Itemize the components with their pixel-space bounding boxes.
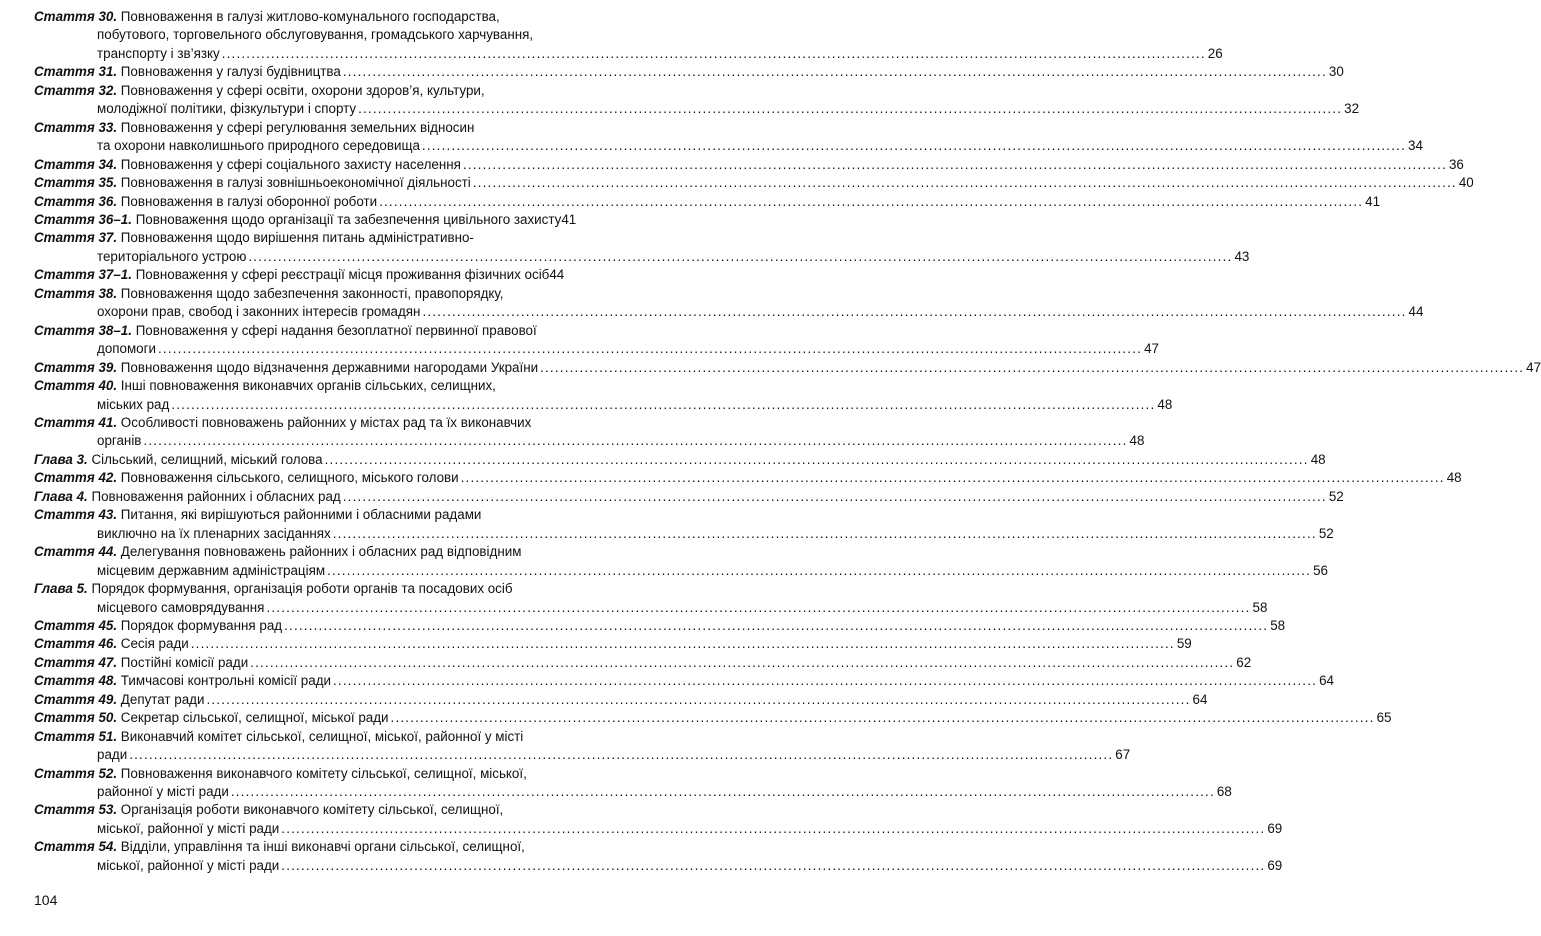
toc-entry-title: місцевого самоврядування [97, 599, 265, 615]
toc-entry [34, 672, 1334, 690]
toc-entry-line [34, 8, 570, 26]
toc-entry-title: транспорту і зв’язку [97, 45, 220, 61]
toc-entry-title: побутового, торговельного обслуговування, громадського харчування, [97, 27, 534, 43]
toc-entry [34, 451, 1326, 469]
dot-leader: ........................................................................................................................................................................................................ [230, 784, 1215, 800]
toc-entry [34, 211, 577, 229]
toc-entry-line [34, 63, 1344, 81]
toc-entry-title: молодіжної політики, фізкультури і спорту [97, 101, 357, 117]
toc-entry-label: Стаття 35. [34, 175, 118, 191]
toc-entry-title: Повноваження у сфері регулювання земельних відносин [120, 119, 475, 135]
toc-entry-line [34, 45, 1223, 63]
toc-entry-page: 69 [1267, 857, 1283, 873]
toc-entry-line [34, 654, 1252, 672]
toc-entry-line [34, 801, 570, 819]
toc-entry-page: 43 [1234, 248, 1250, 264]
toc-entry-line [34, 137, 1423, 155]
toc-entry-line [34, 119, 570, 137]
toc-entry-line [34, 248, 1250, 266]
toc-entry-title: Тимчасові контрольні комісії ради [120, 673, 331, 689]
toc-entry [34, 193, 1381, 211]
toc-entry-title: територіального устрою [97, 248, 247, 264]
toc-entry-page: 58 [1270, 617, 1286, 633]
dot-leader: ........................................................................................................................................................................................................ [540, 359, 1525, 375]
toc-entry [34, 801, 1283, 838]
toc-entry-label: Стаття 48. [34, 673, 118, 689]
dot-leader: ........................................................................................................................................................................................................ [190, 636, 1175, 652]
toc-entry-title: Питання, які вирішуються районними і обласними радами [120, 507, 482, 523]
toc-entry-title: Повноваження сільського, селищного, міського голови [120, 470, 459, 486]
toc-entry-title: допомоги [97, 341, 156, 357]
toc-entry-line [34, 451, 1326, 469]
toc-entry-label: Стаття 45. [34, 617, 118, 633]
page-number: 104 [34, 892, 58, 908]
toc-entry-label: Стаття 36–1. [34, 211, 132, 227]
toc-entry-label: Стаття 30. [34, 9, 118, 24]
toc-entry-line [34, 82, 570, 100]
toc-entry-title: міської, районної у місті ради [97, 820, 280, 836]
toc-entry-title: Повноваження щодо організації та забезпечення цивільного захисту41 [135, 211, 577, 227]
toc-entry-line [34, 838, 570, 856]
toc-entry [34, 617, 1286, 635]
toc-entry-label: Стаття 51. [34, 728, 118, 744]
toc-entry-page: 58 [1252, 599, 1268, 615]
toc-entry-label: Стаття 38. [34, 285, 118, 301]
toc-entry-line [34, 156, 1464, 174]
toc-entry-page: 56 [1313, 562, 1329, 578]
toc-entry-line [34, 691, 1208, 709]
toc-entry [34, 580, 1268, 617]
toc-entry-title: Організація роботи виконавчого комітету сільської, селищної, [120, 802, 504, 818]
toc-entry-line [34, 709, 1392, 727]
toc-entry-line [34, 857, 1283, 875]
dot-leader: ........................................................................................................................................................................................................ [358, 101, 1343, 117]
toc-entry-label: Стаття 34. [34, 156, 118, 172]
toc-entry [34, 635, 1192, 653]
toc-entry-page: 30 [1328, 64, 1344, 80]
toc-entry-page: 62 [1236, 654, 1252, 670]
toc-entry-title: Повноваження в галузі зовнішньоекономічної діяльності [120, 175, 471, 191]
toc-entry-page: 34 [1408, 138, 1423, 154]
toc-entry-label: Стаття 49. [34, 691, 118, 707]
toc-entry-title: Сільський, селищний, міський голова [91, 451, 323, 467]
toc-entry [34, 285, 1424, 322]
toc-entry-line [34, 303, 1424, 321]
toc-entry-line [34, 432, 1145, 450]
toc-entry-title: Сесія ради [120, 636, 189, 652]
toc-entry-title: Повноваження у сфері надання безоплатної первинної правової [135, 322, 537, 338]
toc-entry-title: виключно на їх пленарних засіданнях [97, 525, 331, 541]
toc-entry-title: Повноваження у сфері реєстрації місця проживання фізичних осіб44 [135, 267, 565, 283]
toc-entry-line [34, 599, 1268, 617]
toc-entry-title: Делегування повноважень районних і обласних рад відповідним [120, 544, 522, 560]
toc-entry-label: Стаття 44. [34, 544, 118, 560]
toc-entry-line [34, 488, 1344, 506]
toc-entry-title: Повноваження щодо забезпечення законності, правопорядку, [120, 285, 504, 301]
dot-leader: ........................................................................................................................................................................................................ [472, 175, 1457, 191]
toc-entry-page: 59 [1176, 636, 1192, 652]
toc-entry-label: Стаття 33. [34, 119, 118, 135]
dot-leader: ........................................................................................................................................................................................................ [327, 562, 1312, 578]
toc-entry-line [34, 193, 1381, 211]
dot-leader: ........................................................................................................................................................................................................ [129, 747, 1114, 763]
toc-entry-line [34, 340, 1159, 358]
toc-entry-label: Стаття 40. [34, 378, 118, 394]
toc-entry [34, 765, 1232, 802]
toc-entry-line [34, 229, 570, 247]
toc-entry-page: 48 [1446, 470, 1462, 486]
toc-entry-title: Відділи, управління та інші виконавчі органи сільської, селищної, [120, 839, 525, 855]
toc-entry-title: Повноваження у сфері соціального захисту населення [120, 156, 461, 172]
toc-entry-page: 68 [1216, 784, 1232, 800]
toc-entry-title: Постійні комісії ради [120, 654, 249, 670]
dot-leader: ........................................................................................................................................................................................................ [266, 599, 1251, 615]
toc-entry-page: 26 [1207, 45, 1223, 61]
toc-entry-label: Стаття 43. [34, 507, 118, 523]
toc-entry-title: Повноваження щодо вирішення питань адміністративно- [120, 230, 474, 246]
toc-entry-title: органів [97, 433, 142, 449]
toc-entry [34, 8, 1223, 63]
dot-leader: ........................................................................................................................................................................................................ [157, 341, 1143, 357]
toc-entry-title: охорони прав, свобод і законних інтересів громадян [97, 304, 421, 320]
toc-entry-title: Повноваження в галузі оборонної роботи [120, 193, 378, 209]
table-of-contents [34, 8, 1541, 875]
toc-entry-label: Стаття 54. [34, 839, 118, 855]
toc-entry-label: Глава 5. [34, 581, 88, 597]
toc-entry-line [34, 469, 1462, 487]
toc-entry-title: Виконавчий комітет сільської, селищної, міської, районної у місті [120, 728, 524, 744]
toc-entry [34, 377, 1173, 414]
toc-entry-line [34, 26, 570, 44]
toc-entry-title: міської, районної у місті ради [97, 857, 280, 873]
toc-entry-label: Стаття 38–1. [34, 322, 132, 338]
toc-entry-line [34, 728, 570, 746]
toc-entry-line [34, 525, 1334, 543]
toc-entry [34, 174, 1474, 192]
dot-leader: ........................................................................................................................................................................................................ [143, 433, 1128, 449]
toc-entry-line [34, 783, 1232, 801]
dot-leader: ........................................................................................................................................................................................................ [421, 138, 1406, 154]
toc-entry-page: 52 [1318, 525, 1334, 541]
dot-leader: ........................................................................................................................................................................................................ [284, 617, 1269, 633]
toc-entry-title: Повноваження в галузі житлово-комунального господарства, [120, 9, 500, 24]
toc-entry-label: Стаття 39. [34, 359, 118, 375]
toc-entry-line [34, 266, 570, 284]
toc-entry-label: Стаття 42. [34, 470, 118, 486]
toc-entry-line [34, 285, 570, 303]
toc-entry-page: 47 [1526, 359, 1541, 375]
toc-entry-title: місцевим державним адміністраціям [97, 562, 326, 578]
toc-entry-page: 64 [1319, 673, 1334, 689]
dot-leader: ........................................................................................................................................................................................................ [342, 488, 1327, 504]
toc-entry [34, 119, 1423, 156]
dot-leader: ........................................................................................................................................................................................................ [171, 396, 1156, 412]
dot-leader: ........................................................................................................................................................................................................ [206, 691, 1191, 707]
dot-leader: ........................................................................................................................................................................................................ [390, 710, 1375, 726]
toc-entry-title: Повноваження щодо відзначення державними нагородами України [120, 359, 539, 375]
toc-entry-line [34, 562, 1329, 580]
toc-entry-label: Глава 4. [34, 488, 88, 504]
toc-entry-line [34, 377, 570, 395]
toc-entry-line [34, 414, 570, 432]
toc-entry-title: Порядок формування рад [120, 617, 283, 633]
toc-entry-title: міських рад [97, 396, 170, 412]
toc-entry-line [34, 174, 1474, 192]
toc-entry-label: Стаття 37. [34, 230, 118, 246]
dot-leader: ........................................................................................................................................................................................................ [332, 525, 1317, 541]
toc-entry-label: Стаття 32. [34, 82, 118, 98]
toc-entry-page: 64 [1192, 691, 1208, 707]
toc-entry-page: 41 [1365, 193, 1381, 209]
toc-entry-page: 48 [1157, 396, 1173, 412]
toc-entry-title: Депутат ради [120, 691, 205, 707]
toc-entry [34, 63, 1344, 81]
toc-entry-line [34, 359, 1541, 377]
toc-entry-line [34, 543, 570, 561]
toc-entry-title: та охорони навколишнього природного середовища [97, 138, 420, 154]
toc-entry-title: Повноваження виконавчого комітету сільської, селищної, міської, [120, 765, 527, 781]
toc-entry-title: Повноваження у сфері освіти, охорони здоров’я, культури, [120, 82, 485, 98]
toc-entry [34, 691, 1208, 709]
toc-entry-page: 47 [1144, 341, 1159, 357]
dot-leader: ........................................................................................................................................................................................................ [221, 45, 1206, 61]
dot-leader: ........................................................................................................................................................................................................ [281, 820, 1266, 836]
dot-leader: ........................................................................................................................................................................................................ [460, 470, 1445, 486]
toc-entry [34, 229, 1250, 266]
toc-entry [34, 322, 1159, 359]
toc-entry [34, 654, 1252, 672]
toc-entry-page: 44 [1408, 304, 1424, 320]
dot-leader: ........................................................................................................................................................................................................ [422, 304, 1407, 320]
toc-entry-line [34, 506, 570, 524]
toc-entry-label: Стаття 50. [34, 710, 118, 726]
toc-entry [34, 156, 1464, 174]
toc-entry-title: Інші повноваження виконавчих органів сільських, селищних, [120, 378, 496, 394]
toc-entry [34, 359, 1541, 377]
toc-entry-title: ради [97, 747, 128, 763]
toc-entry [34, 838, 1283, 875]
toc-entry [34, 82, 1360, 119]
toc-entry-label: Стаття 47. [34, 654, 118, 670]
dot-leader: ........................................................................................................................................................................................................ [462, 156, 1447, 172]
toc-entry-page: 65 [1376, 710, 1392, 726]
toc-entry-page: 40 [1458, 175, 1474, 191]
toc-entry-label: Стаття 37–1. [34, 267, 132, 283]
toc-entry-page: 48 [1310, 451, 1326, 467]
dot-leader: ........................................................................................................................................................................................................ [324, 451, 1309, 467]
toc-entry-title: Секретар сільської, селищної, міської ради [120, 710, 389, 726]
toc-entry [34, 414, 1145, 451]
toc-entry-line [34, 396, 1173, 414]
toc-entry-line [34, 746, 1131, 764]
toc-entry [34, 728, 1131, 765]
toc-entry [34, 469, 1462, 487]
toc-entry-page: 32 [1344, 101, 1360, 117]
toc-entry-label: Глава 3. [34, 451, 88, 467]
toc-entry-line [34, 211, 577, 229]
toc-entry-page: 67 [1115, 747, 1131, 763]
toc-entry-line [34, 100, 1360, 118]
toc-entry-line [34, 672, 1334, 690]
toc-entry-title: Повноваження районних і обласних рад [91, 488, 341, 504]
toc-entry-label: Стаття 31. [34, 64, 118, 80]
toc-entry-line [34, 635, 1192, 653]
toc-entry-label: Стаття 46. [34, 636, 118, 652]
toc-entry-title: Порядок формування, організація роботи органів та посадових осіб [91, 581, 513, 597]
dot-leader: ........................................................................................................................................................................................................ [281, 857, 1266, 873]
toc-entry [34, 506, 1334, 543]
toc-entry [34, 709, 1392, 727]
toc-entry-label: Стаття 52. [34, 765, 118, 781]
toc-entry-line [34, 322, 570, 340]
dot-leader: ........................................................................................................................................................................................................ [379, 193, 1364, 209]
toc-entry [34, 266, 570, 284]
toc-entry [34, 543, 1329, 580]
toc-entry-line [34, 617, 1286, 635]
toc-entry-title: районної у місті ради [97, 784, 229, 800]
toc-entry-page: 69 [1267, 820, 1283, 836]
toc-entry-line [34, 580, 570, 598]
dot-leader: ........................................................................................................................................................................................................ [250, 654, 1235, 670]
toc-entry-title: Повноваження у галузі будівництва [120, 64, 341, 80]
toc-entry-label: Стаття 41. [34, 414, 118, 430]
toc-entry-line [34, 820, 1283, 838]
dot-leader: ........................................................................................................................................................................................................ [248, 248, 1233, 264]
toc-entry-page: 48 [1129, 433, 1145, 449]
toc-entry-page: 36 [1448, 156, 1464, 172]
dot-leader: ........................................................................................................................................................................................................ [342, 64, 1327, 80]
toc-entry-line [34, 765, 570, 783]
toc-entry-title: Особливості повноважень районних у містах рад та їх виконавчих [120, 414, 532, 430]
toc-entry-label: Стаття 53. [34, 802, 118, 818]
toc-entry-label: Стаття 36. [34, 193, 118, 209]
dot-leader: ........................................................................................................................................................................................................ [333, 673, 1318, 689]
toc-entry-page: 52 [1328, 488, 1344, 504]
toc-entry [34, 488, 1344, 506]
